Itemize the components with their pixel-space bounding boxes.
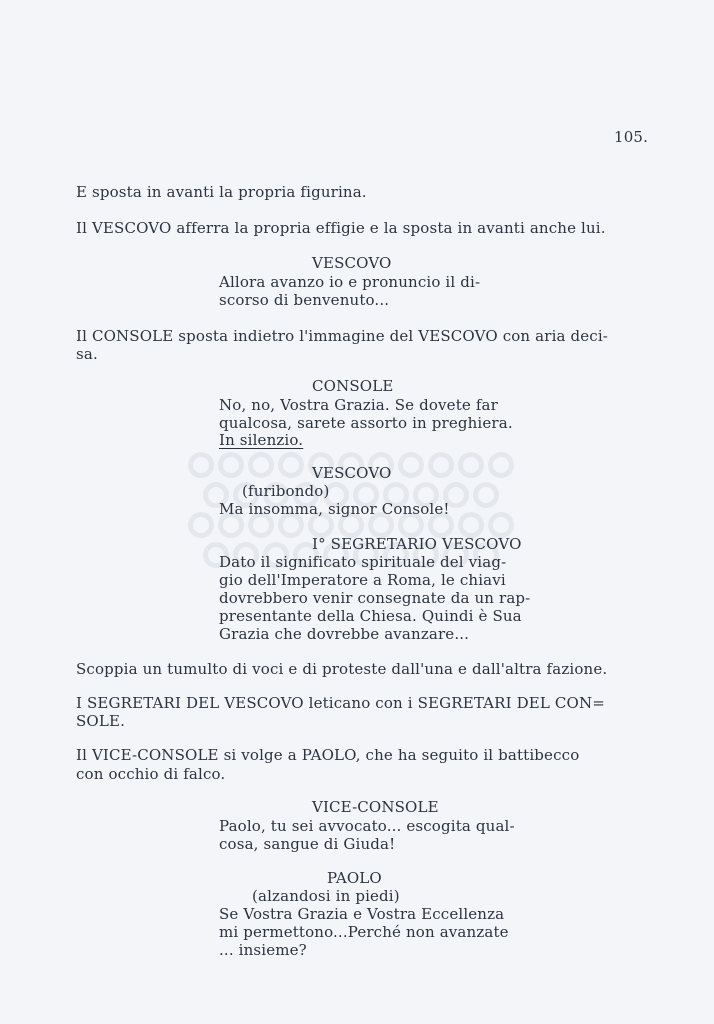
character-name: I° SEGRETARIO VESCOVO [312, 535, 522, 553]
dialogue-line: Ma insomma, signor Console! [219, 500, 450, 518]
parenthetical: (furibondo) [242, 482, 330, 500]
dialogue-line: No, no, Vostra Grazia. Se dovete far [219, 396, 498, 414]
dialogue-line: gio dell'Imperatore a Roma, le chiavi [219, 571, 506, 589]
dialogue-line: mi permettono...Perché non avanzate [219, 923, 509, 941]
character-name: VESCOVO [312, 464, 392, 482]
stage-direction: con occhio di falco. [76, 765, 226, 783]
stage-direction: E sposta in avanti la propria figurina. [76, 183, 367, 201]
dialogue-line: qualcosa, sarete assorto in preghiera. [219, 414, 513, 432]
dialogue-line: Allora avanzo io e pronuncio il di- [219, 273, 481, 291]
dialogue-line: Dato il significato spirituale del viag- [219, 553, 507, 571]
stage-direction: Il CONSOLE sposta indietro l'immagine del VESCOVO con aria deci- [76, 327, 609, 345]
stage-direction: Scoppia un tumulto di voci e di proteste dall'una e dall'altra fazione. [76, 660, 608, 678]
dialogue-line: cosa, sangue di Giuda! [219, 835, 396, 853]
dialogue-line: Se Vostra Grazia e Vostra Eccellenza [219, 905, 505, 923]
page-number: 105. [614, 128, 648, 146]
dialogue-line: dovrebbero venir consegnate da un rap- [219, 589, 531, 607]
dialogue-line: Grazia che dovrebbe avanzare... [219, 625, 470, 643]
dialogue-line: scorso di benvenuto... [219, 291, 390, 309]
parenthetical: (alzandosi in piedi) [252, 887, 400, 905]
character-name: VICE-CONSOLE [312, 798, 439, 816]
dialogue-line: ... insieme? [219, 941, 307, 959]
stage-direction: Il VICE-CONSOLE si volge a PAOLO, che ha seguito il battibecco [76, 746, 580, 764]
character-name: VESCOVO [312, 254, 392, 272]
character-name: PAOLO [327, 869, 382, 887]
stage-direction: Il VESCOVO afferra la propria effigie e la sposta in avanti anche lui. [76, 219, 606, 237]
dialogue-line: In silenzio. [219, 431, 304, 449]
stage-direction: I SEGRETARI DEL VESCOVO leticano con i SEGRETARI DEL CON= [76, 694, 605, 712]
character-name: CONSOLE [312, 377, 394, 395]
dialogue-line: Paolo, tu sei avvocato... escogita qual- [219, 817, 515, 835]
stage-direction: SOLE. [76, 712, 126, 730]
dialogue-line: presentante della Chiesa. Quindi è Sua [219, 607, 522, 625]
stage-direction: sa. [76, 345, 98, 363]
